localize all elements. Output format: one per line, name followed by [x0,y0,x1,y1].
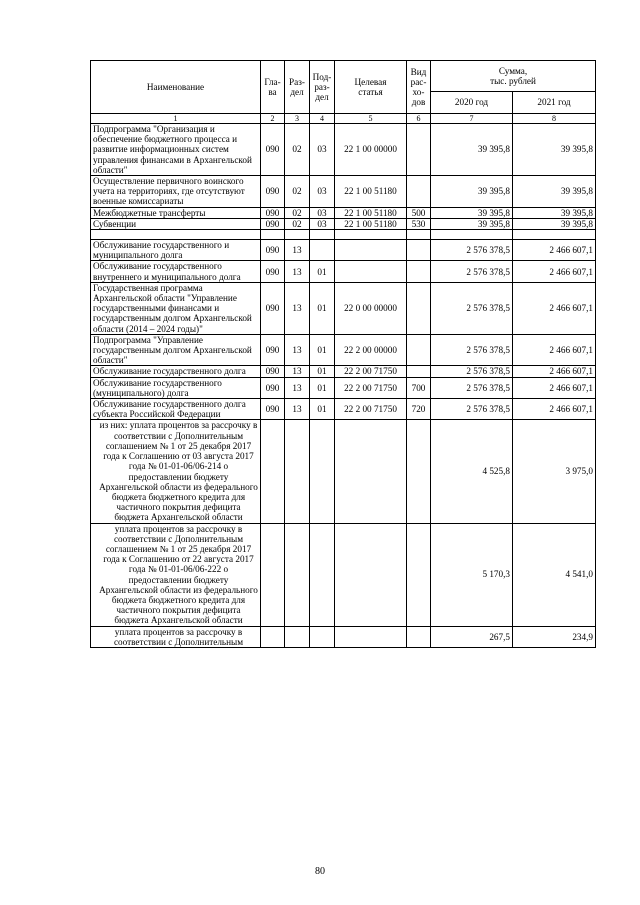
razdel-cell [285,420,310,523]
glava-cell: 090 [261,176,285,208]
statya-cell: 22 1 00 51180 [335,207,407,218]
name-cell: Обслуживание государственного внутреннего и муниципального долга [91,261,261,282]
name-cell: уплата процентов за рассрочку в соответствии с Дополнительным соглашением № 1 от 25 декабря 2017 года к Соглашению от 22 августа 2017 года № 01-01-06/06-222 о предоставлении бюджету Архангельской области из федерального бюджета бюджетного кредита для частичного покрытия дефицита бюджета Архангельской области [91,523,261,626]
podrazdel-cell [310,523,335,626]
razdel-cell: 13 [285,282,310,334]
statya-cell: 22 1 00 51180 [335,218,407,229]
statya-cell [335,523,407,626]
statya-cell [335,420,407,523]
glava-cell: 090 [261,218,285,229]
column-index-row [91,114,596,124]
sum-2021-cell: 234,9 [513,626,596,647]
empty-cell [261,230,285,240]
razdel-cell: 13 [285,366,310,377]
razdel-cell: 13 [285,240,310,261]
vid-cell [407,334,431,366]
table-row [91,124,596,176]
razdel-cell: 02 [285,124,310,176]
empty-cell [431,230,513,240]
razdel-cell [285,523,310,626]
col-index: 6 [407,114,431,124]
statya-cell [335,626,407,647]
statya-cell: 22 2 00 71750 [335,366,407,377]
table-row [91,261,596,282]
col-index: 5 [335,114,407,124]
sum-2020-cell: 2 576 378,5 [431,399,513,420]
name-cell: Межбюджетные трансферты [91,207,261,218]
sum-2021-cell: 39 395,8 [513,124,596,176]
name-cell: Обслуживание государственного и муниципального долга [91,240,261,261]
statya-cell [335,240,407,261]
statya-cell: 22 2 00 71750 [335,399,407,420]
sum-2021-cell: 2 466 607,1 [513,240,596,261]
name-cell: Субвенции [91,218,261,229]
vid-cell [407,282,431,334]
razdel-cell: 13 [285,261,310,282]
name-cell: Осуществление первичного воинского учета на территориях, где отсутствуют военные комиссариаты [91,176,261,208]
empty-cell [407,230,431,240]
vid-cell [407,626,431,647]
glava-cell: 090 [261,240,285,261]
podrazdel-cell: 03 [310,218,335,229]
table-row [91,626,596,647]
table-row [91,207,596,218]
vid-cell [407,366,431,377]
header-vid: Вид рас- хо- дов [407,61,431,114]
empty-cell [335,230,407,240]
name-cell: из них: уплата процентов за рассрочку в соответствии с Дополнительным соглашением № 1 от 25 декабря 2017 года к Соглашению от 03 августа 2017 года № 01-01-06/06-214 о предоставлении бюджету Архангельской области из федерального бюджета бюджетного кредита для частичного покрытия дефицита бюджета Архангельской области [91,420,261,523]
empty-cell [285,230,310,240]
sum-2020-cell: 39 395,8 [431,207,513,218]
header-razdel: Раз- дел [285,61,310,114]
sum-2021-cell: 4 541,0 [513,523,596,626]
table-row [91,240,596,261]
header-statya: Целевая статья [335,61,407,114]
sum-2020-cell: 39 395,8 [431,176,513,208]
vid-cell [407,420,431,523]
glava-cell: 090 [261,124,285,176]
sum-2021-cell: 2 466 607,1 [513,366,596,377]
col-index: 4 [310,114,335,124]
empty-cell [513,230,596,240]
col-index: 8 [513,114,596,124]
table-row [91,218,596,229]
vid-cell [407,176,431,208]
podrazdel-cell: 03 [310,176,335,208]
name-cell: Обслуживание государственного (муниципального) долга [91,377,261,398]
razdel-cell: 13 [285,334,310,366]
statya-cell: 22 2 00 71750 [335,377,407,398]
vid-cell [407,240,431,261]
podrazdel-cell [310,626,335,647]
glava-cell [261,420,285,523]
sum-2020-cell: 2 576 378,5 [431,240,513,261]
vid-cell [407,523,431,626]
sum-2021-cell: 2 466 607,1 [513,282,596,334]
table-row [91,523,596,626]
glava-cell: 090 [261,334,285,366]
sum-2020-cell: 2 576 378,5 [431,334,513,366]
podrazdel-cell [310,420,335,523]
podrazdel-cell: 01 [310,334,335,366]
razdel-cell [285,626,310,647]
name-cell: Подпрограмма "Организация и обеспечение бюджетного процесса и развитие информационных систем управления финансами в Архангельской области" [91,124,261,176]
glava-cell [261,523,285,626]
header-glava: Гла- ва [261,61,285,114]
header-year-2021: 2021 год [513,92,596,114]
glava-cell [261,626,285,647]
name-cell: Обслуживание государственного долга [91,366,261,377]
podrazdel-cell: 01 [310,282,335,334]
table-row [91,282,596,334]
sum-2021-cell: 2 466 607,1 [513,334,596,366]
razdel-cell: 13 [285,399,310,420]
col-index: 2 [261,114,285,124]
header-summa: Сумма, тыс. рублей [431,61,596,92]
podrazdel-cell: 01 [310,377,335,398]
name-cell: Государственная программа Архангельской области "Управление государственными финансами и государственным долгом Архангельской области (2014 – 2024 годы)" [91,282,261,334]
statya-cell: 22 1 00 00000 [335,124,407,176]
spacer-row [91,230,596,240]
sum-2021-cell: 3 975,0 [513,420,596,523]
col-index: 7 [431,114,513,124]
glava-cell: 090 [261,399,285,420]
podrazdel-cell: 01 [310,399,335,420]
page-number: 80 [315,866,325,877]
sum-2021-cell: 39 395,8 [513,176,596,208]
statya-cell: 22 2 00 00000 [335,334,407,366]
table-row [91,366,596,377]
table-row [91,176,596,208]
sum-2021-cell: 2 466 607,1 [513,377,596,398]
razdel-cell: 02 [285,176,310,208]
glava-cell: 090 [261,207,285,218]
razdel-cell: 02 [285,207,310,218]
sum-2020-cell: 267,5 [431,626,513,647]
table-row [91,420,596,523]
podrazdel-cell: 01 [310,366,335,377]
vid-cell: 720 [407,399,431,420]
vid-cell: 500 [407,207,431,218]
glava-cell: 090 [261,377,285,398]
sum-2020-cell: 39 395,8 [431,124,513,176]
empty-cell [91,230,261,240]
vid-cell: 530 [407,218,431,229]
table-row [91,334,596,366]
header-year-2020: 2020 год [431,92,513,114]
name-cell: Обслуживание государственного долга субъекта Российской Федерации [91,399,261,420]
sum-2020-cell: 5 170,3 [431,523,513,626]
vid-cell [407,124,431,176]
name-cell: уплата процентов за рассрочку в соответствии с Дополнительным [91,626,261,647]
razdel-cell: 13 [285,377,310,398]
header-podrazdel: Под- раз- дел [310,61,335,114]
sum-2021-cell: 39 395,8 [513,207,596,218]
table-row [91,399,596,420]
sum-2020-cell: 2 576 378,5 [431,261,513,282]
sum-2021-cell: 39 395,8 [513,218,596,229]
sum-2020-cell: 2 576 378,5 [431,282,513,334]
statya-cell: 22 0 00 00000 [335,282,407,334]
podrazdel-cell: 03 [310,124,335,176]
statya-cell: 22 1 00 51180 [335,176,407,208]
podrazdel-cell: 01 [310,261,335,282]
header-name: Наименование [91,61,261,114]
statya-cell [335,261,407,282]
glava-cell: 090 [261,366,285,377]
col-index: 3 [285,114,310,124]
podrazdel-cell: 03 [310,207,335,218]
table-body [91,124,596,648]
glava-cell: 090 [261,282,285,334]
empty-cell [310,230,335,240]
budget-table [90,60,596,648]
sum-2020-cell: 2 576 378,5 [431,377,513,398]
sum-2021-cell: 2 466 607,1 [513,261,596,282]
vid-cell [407,261,431,282]
razdel-cell: 02 [285,218,310,229]
table-row [91,377,596,398]
col-index: 1 [91,114,261,124]
sum-2021-cell: 2 466 607,1 [513,399,596,420]
sum-2020-cell: 2 576 378,5 [431,366,513,377]
sum-2020-cell: 4 525,8 [431,420,513,523]
vid-cell: 700 [407,377,431,398]
sum-2020-cell: 39 395,8 [431,218,513,229]
glava-cell: 090 [261,261,285,282]
podrazdel-cell [310,240,335,261]
name-cell: Подпрограмма "Управление государственным долгом Архангельской области" [91,334,261,366]
